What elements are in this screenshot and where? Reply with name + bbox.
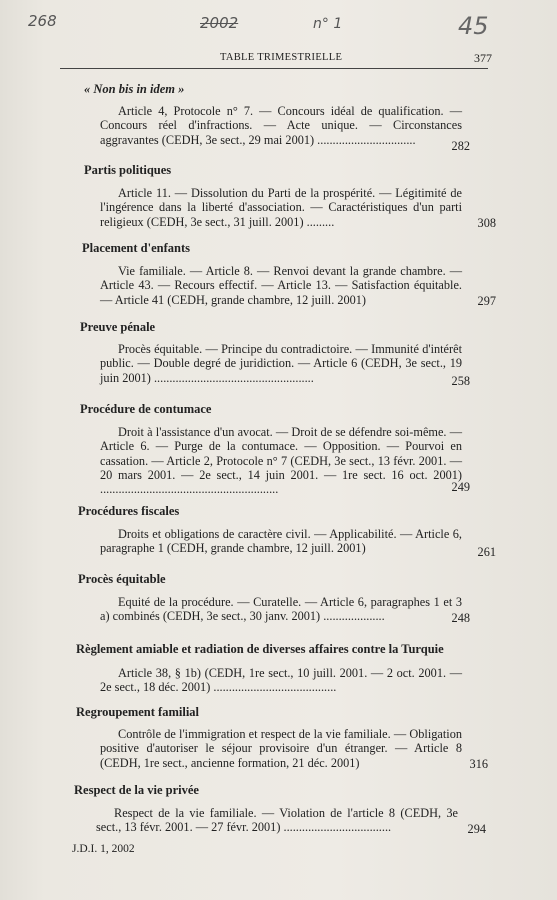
entry-heading: « Non bis in idem » xyxy=(84,82,185,96)
entry-text: Contrôle de l'immigration et respect de la vie familiale. — Obligation positive d'autoriser le séjour provisoire d'un étranger. — Article 8 (CEDH, 1re sect., ancienne formation, 21 déc. 2001) xyxy=(100,727,462,770)
running-header xyxy=(60,51,492,69)
entry-heading: Placement d'enfants xyxy=(82,241,190,255)
entry-page: 248 xyxy=(451,611,470,625)
entry-page: 316 xyxy=(469,757,488,771)
entry-text: Droit à l'assistance d'un avocat. — Droit de se défendre soi-même. — Article 6. — Purge de la contumace. — Opposition. — Pourvoi en cassation. — Article 2, Protocole n° 7 (CEDH, 3e sect., 13 févr. 2001. — 20 mars 2001. — 2e sect., 14 juin 2001. — 1re sect. 16 oct. 2001) .......................................................... xyxy=(100,425,462,497)
entry-heading: Procès équitable xyxy=(78,572,166,586)
page-number: 377 xyxy=(474,51,492,65)
entry-heading: Partis politiques xyxy=(84,163,172,177)
entry-text: Equité de la procédure. — Curatelle. — Article 6, paragraphes 1 et 3 a) combinés (CEDH, 3e sect., 30 janv. 2001) .................... xyxy=(100,595,462,624)
entry-text: Article 11. — Dissolution du Parti de la prospérité. — Légitimité de l'ingérence dans la liberté d'association. — Caractéristiques d'un parti religieux (CEDH, 3e sect., 31 juill. 2001) ......... xyxy=(100,186,462,229)
entry-page: 308 xyxy=(477,216,496,230)
entry-text: Vie familiale. — Article 8. — Renvoi devant la grande chambre. — Article 43. — Recours effectif. — Article 13. — Satisfaction équitable. — Article 41 (CEDH, grande chambre, 12 juill. 2001) xyxy=(100,264,462,307)
footer: J.D.I. 1, 2002 xyxy=(72,843,135,855)
entry-text: Article 38, § 1b) (CEDH, 1re sect., 10 juill. 2001. — 2 oct. 2001. — 2e sect., 18 déc. 2001) ........................................ xyxy=(100,666,462,695)
entry-page: 261 xyxy=(477,545,496,559)
entry-page: 282 xyxy=(451,139,470,153)
entry-page: 297 xyxy=(477,294,496,308)
entry-text: Respect de la vie familiale. — Violation de l'article 8 (CEDH, 3e sect., 13 févr. 2001. — 27 févr. 2001) ................................... xyxy=(96,806,458,835)
entry-page: 249 xyxy=(451,480,470,494)
entry-heading: Règlement amiable et radiation de diverses affaires contre la Turquie xyxy=(76,642,444,656)
handwritten-note-b: 2002 xyxy=(200,14,239,32)
entry-page: 294 xyxy=(467,822,486,836)
handwritten-note-a: 268 xyxy=(28,12,57,30)
entry-text: Droits et obligations de caractère civil. — Applicabilité. — Article 6, paragraphe 1 (CEDH, grande chambre, 12 juill. 2001) xyxy=(100,527,462,556)
entry-page: 258 xyxy=(451,374,470,388)
entry-text: Article 4, Protocole n° 7. — Concours idéal de qualification. — Concours réel d'infractions. — Acte unique. — Circonstances aggravantes (CEDH, 3e sect., 29 mai 2001) ................................ xyxy=(100,104,462,147)
entry-heading: Respect de la vie privée xyxy=(74,783,199,797)
running-header-title: TABLE TRIMESTRIELLE xyxy=(220,52,343,63)
entry-heading: Regroupement familial xyxy=(76,705,200,719)
entry-text: Procès équitable. — Principe du contradictoire. — Immunité d'intérêt public. — Double degré de juridiction. — Article 6 (CEDH, 3e sect., 19 juin 2001) .................................................... xyxy=(100,342,462,385)
entry-heading: Preuve pénale xyxy=(80,320,156,334)
handwritten-note-c: n° 1 xyxy=(313,16,343,32)
handwritten-note-d: 45 xyxy=(458,12,489,40)
entry-heading: Procédure de contumace xyxy=(80,402,212,416)
entry-heading: Procédures fiscales xyxy=(78,504,180,518)
